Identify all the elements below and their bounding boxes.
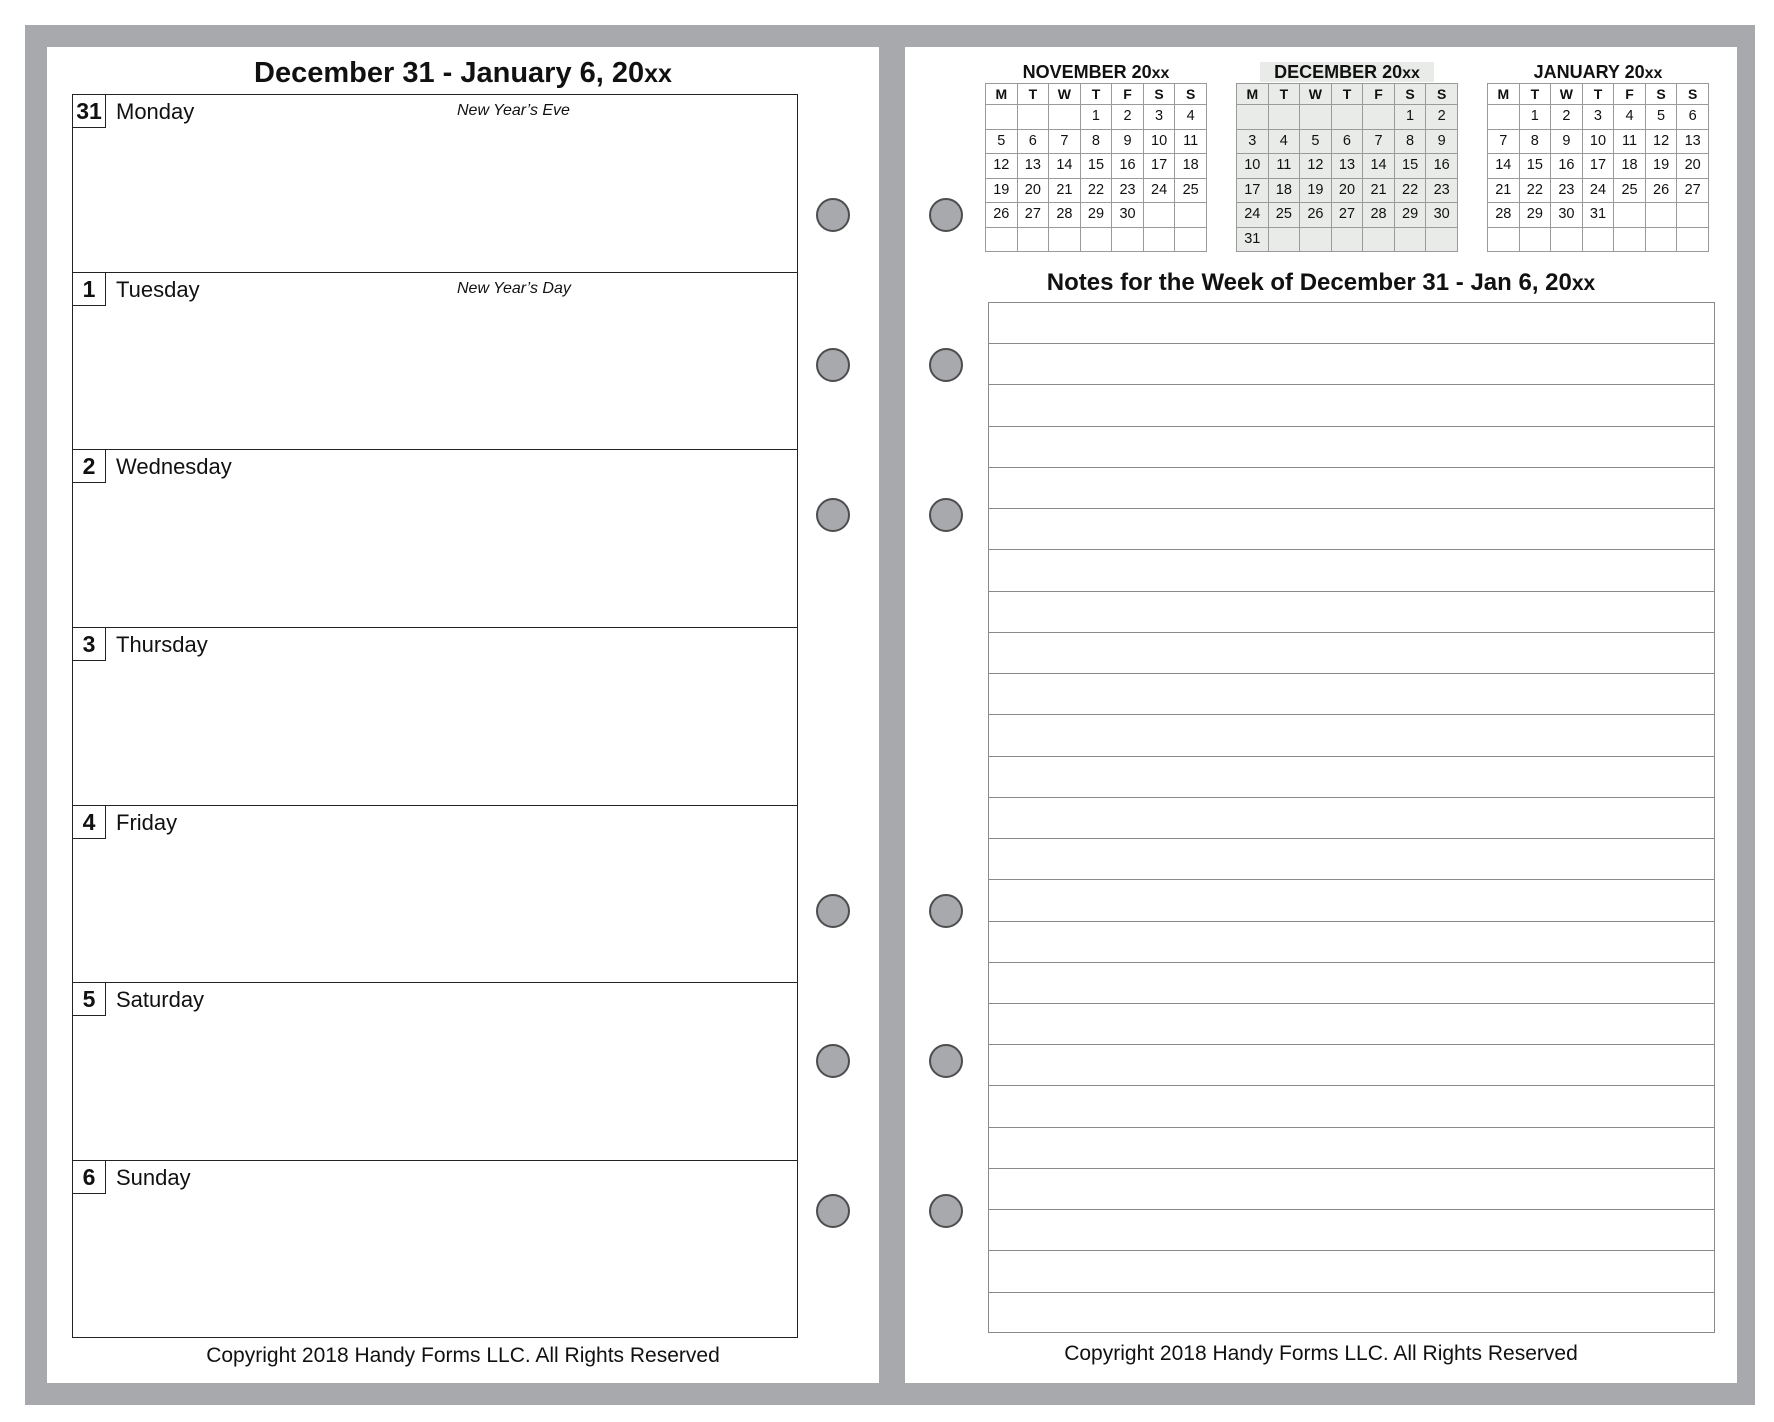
calendar-day-cell <box>1175 203 1207 228</box>
calendar-grid <box>1487 83 1709 252</box>
calendar-day-cell: 14 <box>1363 154 1395 179</box>
calendar-day-cell: 22 <box>1080 178 1112 203</box>
day-name: Tuesday <box>116 276 200 302</box>
calendar-day-cell: 17 <box>1237 178 1269 203</box>
weekday-header: T <box>1268 84 1300 105</box>
calendar-day-cell: 9 <box>1426 129 1458 154</box>
binder-hole <box>816 348 850 382</box>
calendar-day-cell: 11 <box>1268 154 1300 179</box>
notes-title: Notes for the Week of December 31 - Jan 6, 20xx <box>1046 269 1596 296</box>
calendar-day-cell: 15 <box>1394 154 1426 179</box>
note-line[interactable] <box>989 344 1714 385</box>
calendar-day-cell <box>1143 203 1175 228</box>
day-name: Monday <box>116 99 195 124</box>
binder-hole <box>816 1194 850 1228</box>
calendar-day-cell <box>1331 227 1363 252</box>
calendar-day-cell: 4 <box>1175 105 1207 130</box>
binder-hole <box>816 1044 850 1078</box>
day-number: 6 <box>73 1161 106 1194</box>
weekday-header: W <box>1049 84 1081 105</box>
calendar-day-cell: 18 <box>1268 178 1300 203</box>
calendar-day-cell: 4 <box>1268 129 1300 154</box>
weekday-header: S <box>1143 84 1175 105</box>
weekday-header: S <box>1394 84 1426 105</box>
calendar-day-cell: 15 <box>1519 154 1551 179</box>
note-line[interactable] <box>989 427 1714 468</box>
calendar-grid <box>985 83 1207 252</box>
calendar-day-cell: 21 <box>1049 178 1081 203</box>
day-name: Saturday <box>116 987 205 1013</box>
note-line[interactable] <box>989 633 1714 674</box>
calendar-day-cell <box>1426 227 1458 252</box>
calendar-day-cell: 13 <box>1017 154 1049 179</box>
weekday-header: T <box>1582 84 1614 105</box>
calendar-day-cell: 26 <box>1645 178 1677 203</box>
calendar-day-cell: 9 <box>1112 129 1144 154</box>
weekday-header: S <box>1645 84 1677 105</box>
calendar-day-cell: 3 <box>1582 105 1614 130</box>
calendar-day-cell: 13 <box>1677 129 1709 154</box>
week-title: December 31 - January 6, 20xx <box>254 57 672 89</box>
calendar-month-label: JANUARY 20xx <box>1533 62 1663 82</box>
weekday-header: S <box>1677 84 1709 105</box>
calendar-day-cell: 29 <box>1394 203 1426 228</box>
calendar-day-cell <box>1237 105 1269 130</box>
calendar-day-cell: 24 <box>1582 178 1614 203</box>
calendar-day-cell <box>1677 203 1709 228</box>
note-line[interactable] <box>989 839 1714 880</box>
calendar-day-cell: 3 <box>1143 105 1175 130</box>
calendar-day-cell: 24 <box>1237 203 1269 228</box>
calendar-day-cell <box>1112 227 1144 252</box>
calendar-day-cell: 4 <box>1614 105 1646 130</box>
mini-calendar-december <box>1236 61 1458 252</box>
mini-calendar-january <box>1487 61 1709 252</box>
day-box[interactable] <box>73 628 797 806</box>
calendar-day-cell: 8 <box>1394 129 1426 154</box>
calendar-day-cell: 19 <box>1300 178 1332 203</box>
day-number: 3 <box>73 628 106 661</box>
calendar-month-title <box>1487 61 1709 83</box>
calendar-day-cell <box>1300 227 1332 252</box>
calendar-month-title <box>1236 61 1458 83</box>
calendar-day-cell <box>1645 227 1677 252</box>
note-line[interactable] <box>989 468 1714 509</box>
note-line[interactable] <box>989 1169 1714 1210</box>
calendar-day-cell <box>1331 105 1363 130</box>
calendar-day-cell: 21 <box>1488 178 1520 203</box>
binder-hole <box>929 198 963 232</box>
calendar-day-cell: 11 <box>1175 129 1207 154</box>
calendar-day-cell: 12 <box>1300 154 1332 179</box>
weekday-header: M <box>1488 84 1520 105</box>
day-name: Sunday <box>116 1165 191 1191</box>
weekday-header: S <box>1426 84 1458 105</box>
calendar-day-cell: 27 <box>1331 203 1363 228</box>
calendar-day-cell: 22 <box>1519 178 1551 203</box>
calendar-day-cell: 5 <box>1300 129 1332 154</box>
day-box[interactable] <box>73 983 797 1161</box>
calendar-day-cell <box>986 105 1018 130</box>
calendar-day-cell: 14 <box>1488 154 1520 179</box>
calendar-day-cell: 29 <box>1519 203 1551 228</box>
calendar-day-cell <box>1017 227 1049 252</box>
calendar-day-cell: 18 <box>1175 154 1207 179</box>
note-line[interactable] <box>989 1004 1714 1045</box>
day-name: Thursday <box>116 632 208 658</box>
calendar-day-cell <box>1143 227 1175 252</box>
note-line[interactable] <box>989 1086 1714 1127</box>
binder-hole <box>929 348 963 382</box>
note-line[interactable] <box>989 715 1714 756</box>
calendar-day-cell: 10 <box>1582 129 1614 154</box>
binder-hole <box>929 894 963 928</box>
calendar-day-cell: 2 <box>1112 105 1144 130</box>
calendar-day-cell <box>1363 105 1395 130</box>
calendar-day-cell: 16 <box>1112 154 1144 179</box>
calendar-day-cell <box>986 227 1018 252</box>
day-box[interactable] <box>73 95 797 273</box>
calendar-day-cell: 5 <box>986 129 1018 154</box>
calendar-day-cell: 21 <box>1363 178 1395 203</box>
calendar-day-cell: 20 <box>1331 178 1363 203</box>
calendar-day-cell <box>1080 227 1112 252</box>
calendar-day-cell: 16 <box>1551 154 1583 179</box>
note-line[interactable] <box>989 592 1714 633</box>
weekday-header: T <box>1017 84 1049 105</box>
note-line[interactable] <box>989 1128 1714 1169</box>
calendar-day-cell <box>1268 227 1300 252</box>
day-box[interactable] <box>73 1161 797 1339</box>
calendar-day-cell <box>1488 227 1520 252</box>
calendar-day-cell: 8 <box>1519 129 1551 154</box>
calendar-day-cell: 2 <box>1551 105 1583 130</box>
calendar-day-cell <box>1049 105 1081 130</box>
day-number: 4 <box>73 806 106 839</box>
calendar-day-cell: 1 <box>1080 105 1112 130</box>
weekday-header: M <box>1237 84 1269 105</box>
copyright-text: Copyright 2018 Handy Forms LLC. All Rights Reserved <box>1064 1342 1578 1365</box>
calendar-day-cell <box>1394 227 1426 252</box>
calendar-day-cell: 14 <box>1049 154 1081 179</box>
calendar-day-cell: 30 <box>1426 203 1458 228</box>
calendar-day-cell: 9 <box>1551 129 1583 154</box>
calendar-month-title <box>985 61 1207 83</box>
note-line[interactable] <box>989 674 1714 715</box>
weekday-header: T <box>1080 84 1112 105</box>
calendar-day-cell: 30 <box>1551 203 1583 228</box>
binder-hole <box>816 198 850 232</box>
calendar-day-cell <box>1582 227 1614 252</box>
binder-hole <box>929 1044 963 1078</box>
note-line[interactable] <box>989 550 1714 591</box>
calendar-day-cell: 22 <box>1394 178 1426 203</box>
weekday-header: S <box>1175 84 1207 105</box>
note-line[interactable] <box>989 757 1714 798</box>
calendar-day-cell: 27 <box>1017 203 1049 228</box>
day-box[interactable] <box>73 806 797 984</box>
note-line[interactable] <box>989 1210 1714 1251</box>
calendar-day-cell: 24 <box>1143 178 1175 203</box>
calendar-day-cell: 7 <box>1049 129 1081 154</box>
binder-hole <box>816 894 850 928</box>
calendar-day-cell: 30 <box>1112 203 1144 228</box>
calendar-day-cell: 7 <box>1363 129 1395 154</box>
calendar-month-label: NOVEMBER 20xx <box>1022 62 1170 82</box>
calendar-day-cell: 6 <box>1017 129 1049 154</box>
note-line[interactable] <box>989 1251 1714 1292</box>
calendar-day-cell: 3 <box>1237 129 1269 154</box>
note-line[interactable] <box>989 385 1714 426</box>
note-line[interactable] <box>989 798 1714 839</box>
calendar-day-cell <box>1614 203 1646 228</box>
day-name: Friday <box>116 809 178 835</box>
note-line[interactable] <box>989 303 1714 344</box>
calendar-day-cell: 10 <box>1143 129 1175 154</box>
calendar-day-cell: 18 <box>1614 154 1646 179</box>
day-number: 31 <box>73 95 106 128</box>
calendar-day-cell: 27 <box>1677 178 1709 203</box>
calendar-day-cell: 1 <box>1519 105 1551 130</box>
calendar-day-cell <box>1268 105 1300 130</box>
note-line[interactable] <box>989 922 1714 963</box>
calendar-day-cell: 6 <box>1677 105 1709 130</box>
note-line[interactable] <box>989 963 1714 1004</box>
calendar-day-cell: 17 <box>1143 154 1175 179</box>
calendar-day-cell: 6 <box>1331 129 1363 154</box>
calendar-day-cell <box>1519 227 1551 252</box>
calendar-day-cell <box>1677 227 1709 252</box>
calendar-day-cell: 28 <box>1049 203 1081 228</box>
calendar-day-cell: 23 <box>1551 178 1583 203</box>
calendar-day-cell: 28 <box>1488 203 1520 228</box>
weekly-page <box>47 47 879 1383</box>
calendar-day-cell: 26 <box>1300 203 1332 228</box>
weekday-header: T <box>1331 84 1363 105</box>
copyright-text: Copyright 2018 Handy Forms LLC. All Rights Reserved <box>206 1344 720 1367</box>
calendar-day-cell: 1 <box>1394 105 1426 130</box>
weekday-header: F <box>1363 84 1395 105</box>
weekday-header: W <box>1551 84 1583 105</box>
calendar-day-cell: 7 <box>1488 129 1520 154</box>
day-box[interactable] <box>73 273 797 451</box>
calendar-day-cell: 8 <box>1080 129 1112 154</box>
weekday-header: F <box>1112 84 1144 105</box>
calendar-day-cell: 10 <box>1237 154 1269 179</box>
weekday-header: T <box>1519 84 1551 105</box>
note-line[interactable] <box>989 880 1714 921</box>
calendar-day-cell <box>1175 227 1207 252</box>
calendar-grid <box>1236 83 1458 252</box>
holiday-label: New Year’s Eve <box>457 102 570 119</box>
day-number: 5 <box>73 983 106 1016</box>
calendar-day-cell: 20 <box>1017 178 1049 203</box>
day-list <box>72 94 798 1338</box>
binder-hole <box>929 498 963 532</box>
day-number: 1 <box>73 273 106 306</box>
calendar-day-cell: 31 <box>1582 203 1614 228</box>
notes-lines[interactable] <box>988 302 1715 1333</box>
calendar-day-cell: 12 <box>986 154 1018 179</box>
calendar-day-cell: 29 <box>1080 203 1112 228</box>
mini-calendar-november <box>985 61 1207 252</box>
note-line[interactable] <box>989 1293 1714 1334</box>
binder-hole <box>929 1194 963 1228</box>
calendar-day-cell: 2 <box>1426 105 1458 130</box>
calendar-month-label: DECEMBER 20xx <box>1260 62 1434 82</box>
calendar-day-cell <box>1645 203 1677 228</box>
calendar-day-cell: 23 <box>1426 178 1458 203</box>
calendar-day-cell: 5 <box>1645 105 1677 130</box>
day-name: Wednesday <box>116 454 232 480</box>
calendar-day-cell: 16 <box>1426 154 1458 179</box>
calendar-day-cell: 11 <box>1614 129 1646 154</box>
day-box[interactable] <box>73 450 797 628</box>
weekday-header: F <box>1614 84 1646 105</box>
calendar-day-cell <box>1300 105 1332 130</box>
calendar-day-cell: 19 <box>1645 154 1677 179</box>
calendar-day-cell: 15 <box>1080 154 1112 179</box>
calendar-day-cell: 20 <box>1677 154 1709 179</box>
calendar-day-cell: 28 <box>1363 203 1395 228</box>
calendar-day-cell: 12 <box>1645 129 1677 154</box>
note-line[interactable] <box>989 1045 1714 1086</box>
calendar-day-cell <box>1363 227 1395 252</box>
calendar-day-cell: 13 <box>1331 154 1363 179</box>
calendar-day-cell <box>1551 227 1583 252</box>
weekday-header: W <box>1300 84 1332 105</box>
calendar-day-cell: 31 <box>1237 227 1269 252</box>
binder-hole <box>816 498 850 532</box>
notes-page <box>905 47 1737 1383</box>
calendar-day-cell <box>1049 227 1081 252</box>
note-line[interactable] <box>989 509 1714 550</box>
calendar-day-cell <box>1614 227 1646 252</box>
calendar-day-cell <box>1488 105 1520 130</box>
holiday-label: New Year’s Day <box>457 279 571 297</box>
calendar-day-cell <box>1017 105 1049 130</box>
calendar-day-cell: 25 <box>1614 178 1646 203</box>
calendar-day-cell: 25 <box>1268 203 1300 228</box>
calendar-day-cell: 19 <box>986 178 1018 203</box>
calendar-day-cell: 26 <box>986 203 1018 228</box>
day-number: 2 <box>73 450 106 483</box>
calendar-day-cell: 17 <box>1582 154 1614 179</box>
calendar-day-cell: 25 <box>1175 178 1207 203</box>
calendar-day-cell: 23 <box>1112 178 1144 203</box>
weekday-header: M <box>986 84 1018 105</box>
